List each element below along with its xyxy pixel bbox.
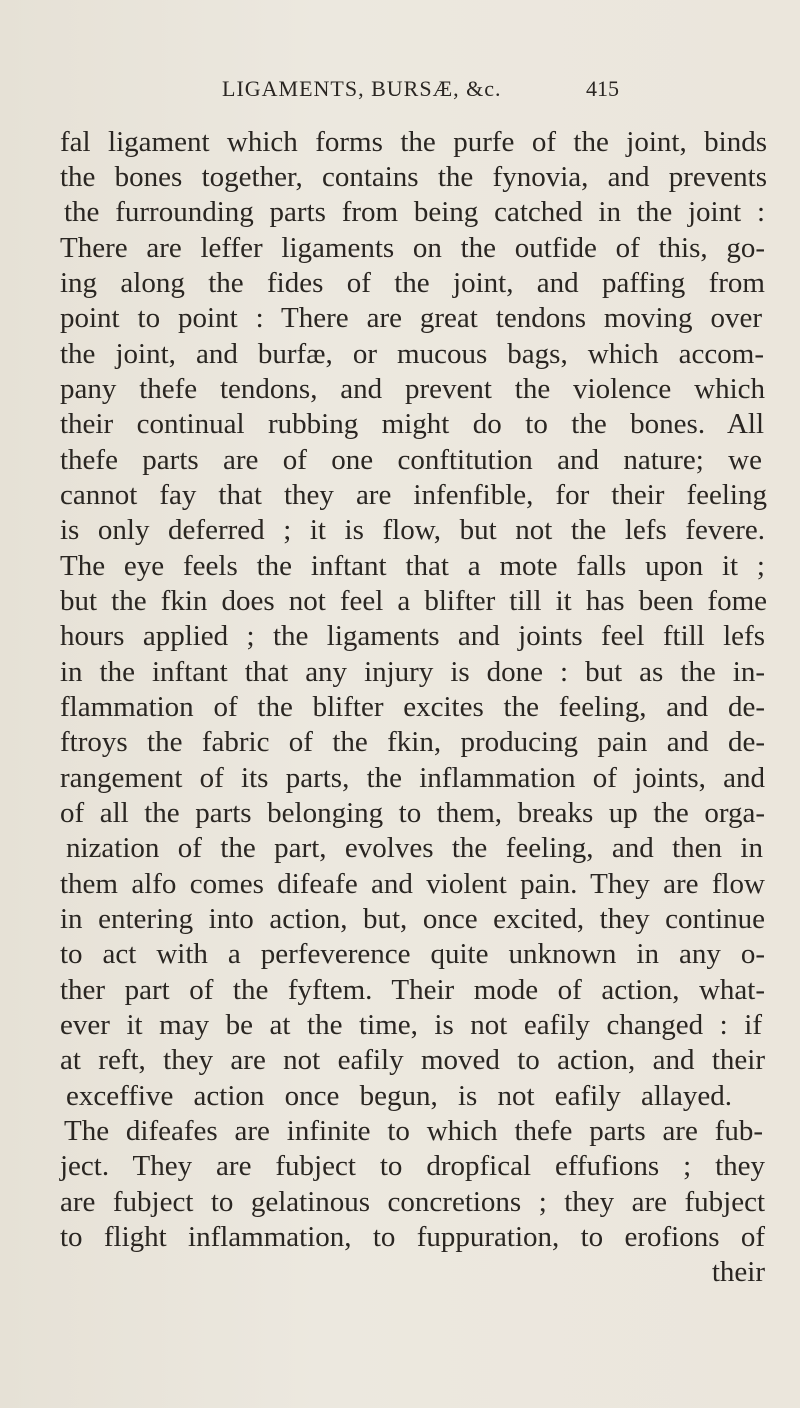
text-line: ftroys the fabric of the fkin, producing pain and de-	[60, 726, 765, 758]
text-line: their continual rubbing might do to the bones. All	[60, 408, 764, 440]
text-line: The difeafes are infinite to which thefe parts are fub-	[64, 1115, 763, 1147]
text-line: nization of the part, evolves the feeling, and then in	[66, 832, 763, 864]
page-number: 415	[586, 76, 619, 101]
text-line: point to point : There are great tendons moving over	[60, 302, 762, 334]
text-line: ther part of the fyftem. Their mode of action, what-	[60, 974, 765, 1006]
text-line: flammation of the blifter excites the feeling, and de-	[60, 691, 765, 723]
text-line: pany thefe tendons, and prevent the violence which	[60, 373, 765, 405]
text-line: of all the parts belonging to them, breaks up the orga-	[60, 797, 765, 829]
text-line: them alfo comes difeafe and violent pain. They are flow	[60, 868, 765, 900]
text-line: ject. They are fubject to dropfical effufions ; they	[60, 1150, 765, 1182]
text-line: rangement of its parts, the inflammation of joints, and	[60, 762, 765, 794]
text-line: cannot fay that they are infenfible, for their feeling	[60, 479, 767, 511]
text-line: ing along the fides of the joint, and paffing from	[60, 267, 765, 299]
text-line: in the inftant that any injury is done : but as the in-	[60, 656, 765, 688]
text-line: the joint, and burfæ, or mucous bags, which accom-	[60, 338, 764, 370]
catchword: their	[711, 1256, 765, 1288]
text-line: thefe parts are of one conftitution and nature; we	[60, 444, 762, 476]
text-line: hours applied ; the ligaments and joints feel ftill lefs	[60, 620, 765, 652]
text-line: exceffive action once begun, is not eafily allayed.	[66, 1080, 732, 1112]
text-line: is only deferred ; it is flow, but not the lefs fevere.	[60, 514, 765, 546]
text-line: The eye feels the inftant that a mote falls upon it ;	[60, 550, 765, 582]
text-line: are fubject to gelatinous concretions ; they are fubject	[60, 1186, 765, 1218]
text-line: There are leffer ligaments on the outfide of this, go-	[60, 232, 765, 264]
text-line: but the fkin does not feel a blifter till it has been fome	[60, 585, 767, 617]
text-line: fal ligament which forms the purfe of the joint, binds	[60, 126, 767, 158]
text-line: at reft, they are not eafily moved to action, and their	[60, 1044, 765, 1076]
running-head	[0, 76, 800, 116]
text-line: the furrounding parts from being catched in the joint :	[64, 196, 765, 228]
text-line: to act with a perfeverence quite unknown in any o-	[60, 938, 765, 970]
text-line: in entering into action, but, once excited, they continue	[60, 903, 765, 935]
text-line: to flight inflammation, to fuppuration, to erofions of	[60, 1221, 765, 1253]
running-title: LIGAMENTS, BURSÆ, &c.	[222, 76, 502, 101]
text-line: ever it may be at the time, is not eafily changed : if	[60, 1009, 762, 1041]
text-line: the bones together, contains the fynovia, and prevents	[60, 161, 767, 193]
